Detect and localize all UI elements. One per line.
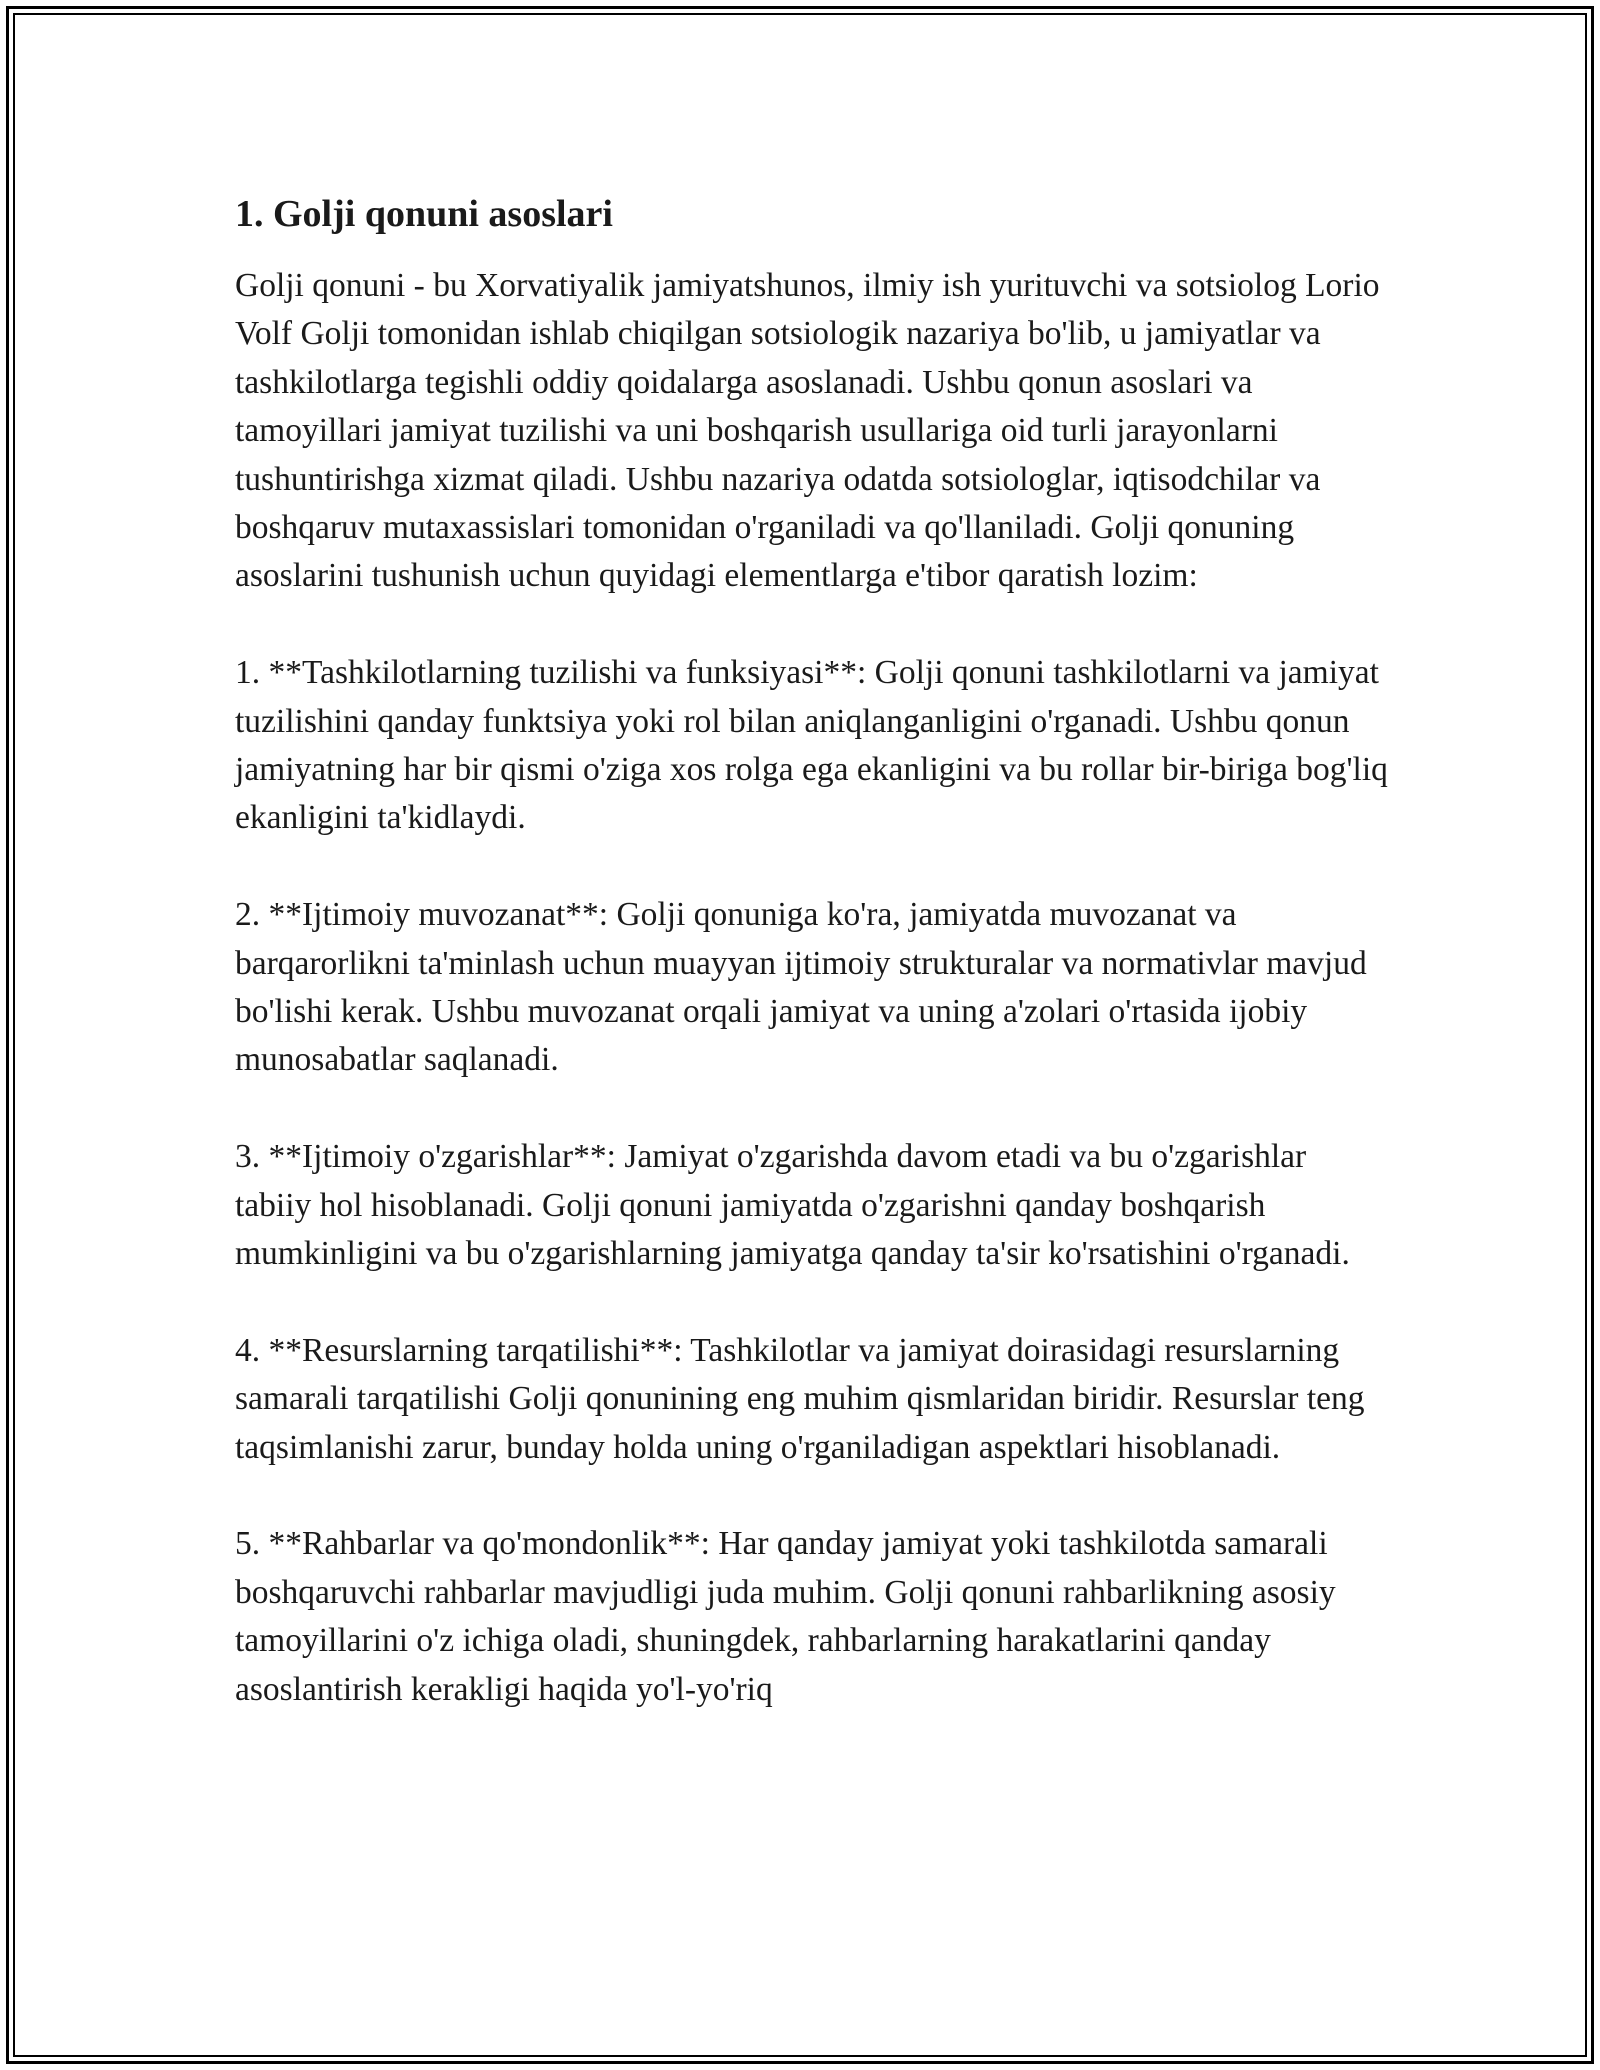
list-item-1: 1. **Tashkilotlarning tuzilishi va funksiyasi**: Golji qonuni tashkilotlarni va jamiyat tuzilishini qanday funktsiya yoki rol bilan aniqlanganligini o'rganadi. Ushbu qonun jamiyatning har bir qismi o'ziga xos rolga ega ekanligini va bu rollar bir-biriga bog'liq ekanligini ta'kidlaydi. — [235, 654, 1388, 837]
document-body — [235, 190, 1390, 1714]
list-item-2: 2. **Ijtimoiy muvozanat**: Golji qonuniga ko'ra, jamiyatda muvozanat va barqarorlikni ta'minlash uchun muayyan ijtimoiy strukturalar va normativlar mavjud bo'lishi kerak. Ushbu muvozanat orqali jamiyat va uning a'zolari o'rtasida ijobiy munosabatlar saqlanadi. — [235, 896, 1367, 1079]
section-heading: 1. Golji qonuni asoslari — [235, 193, 613, 235]
list-item-4: 4. **Resurslarning tarqatilishi**: Tashkilotlar va jamiyat doirasidagi resurslarning samarali tarqatilishi Golji qonunining eng muhim qismlaridan biridir. Resurslar teng taqsimlanishi zarur, bunday holda uning o'rganiladigan aspektlari hisoblanadi. — [235, 1331, 1365, 1466]
list-item-3: 3. **Ijtimoiy o'zgarishlar**: Jamiyat o'zgarishda davom etadi va bu o'zgarishlar tabiiy hol hisoblanadi. Golji qonuni jamiyatda o'zgarishni qanday boshqarish mumkinligini va bu o'zgarishlarning jamiyatga qanday ta'sir ko'rsatishini o'rganadi. — [235, 1138, 1350, 1273]
list-item-5: 5. **Rahbarlar va qo'mondonlik**: Har qanday jamiyat yoki tashkilotda samarali boshqaruvchi rahbarlar mavjudligi juda muhim. Golji qonuni rahbarlikning asosiy tamoyillarini o'z ichiga oladi, shuningdek, rahbarlarning harakatlarini qanday asoslantirish kerakligi haqida yo'l-yo'riq — [235, 1525, 1336, 1708]
intro-paragraph: Golji qonuni - bu Xorvatiyalik jamiyatshunos, ilmiy ish yurituvchi va sotsiolog Lorio Volf Golji tomonidan ishlab chiqilgan sotsiologik nazariya bo'lib, u jamiyatlar va tashkilotlarga tegishli oddiy qoidalarga asoslanadi. Ushbu qonun asoslari va tamoyillari jamiyat tuzilishi va uni boshqarish usullariga oid turli jarayonlarni tushuntirishga xizmat qiladi. Ushbu nazariya odatda sotsiologlar, iqtisodchilar va boshqaruv mutaxassislari tomonidan o'rganiladi va qo'llaniladi. Golji qonuning asoslarini tushunish uchun quyidagi elementlarga e'tibor qaratish lozim: — [235, 267, 1380, 595]
